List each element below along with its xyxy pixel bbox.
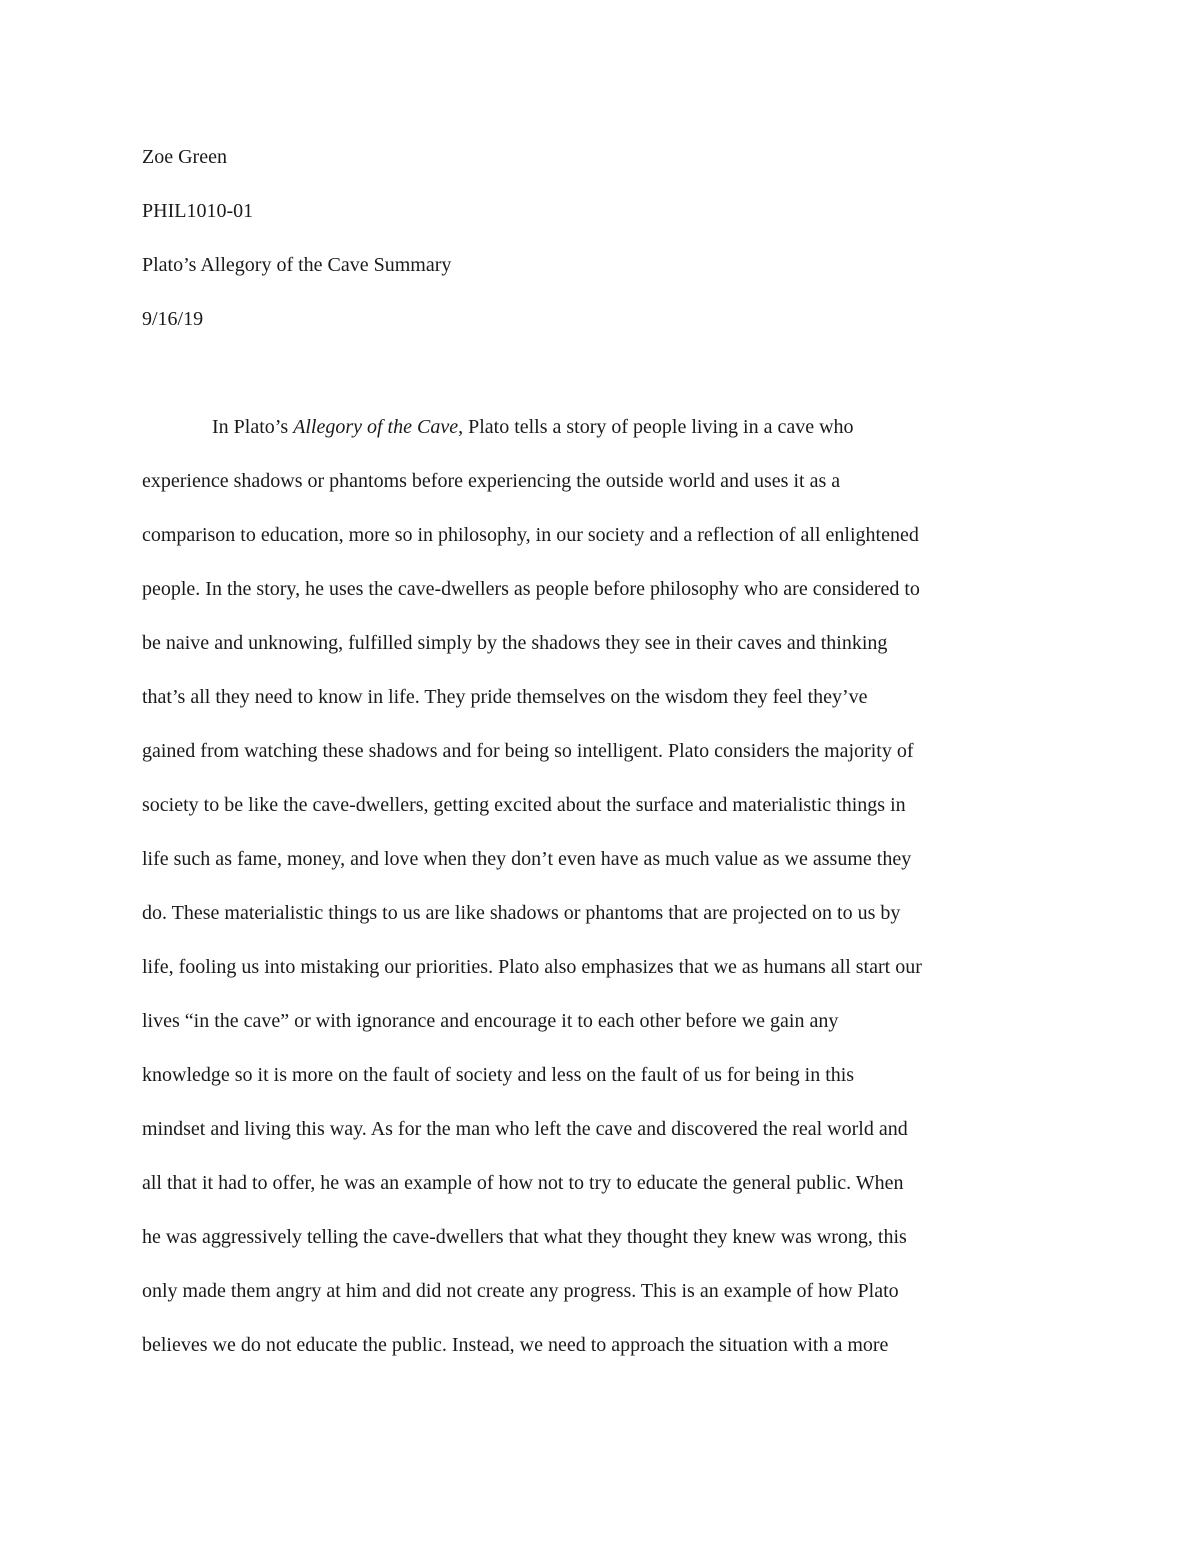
first-line-after: , Plato tells a story of people living in a cave who xyxy=(458,416,854,438)
paragraph-line: all that it had to offer, he was an example of how not to try to educate the general public. When xyxy=(142,1172,904,1194)
paragraph-line: believes we do not educate the public. Instead, we need to approach the situation with a more xyxy=(142,1334,889,1356)
paragraph-line: he was aggressively telling the cave-dwellers that what they thought they knew was wrong, this xyxy=(142,1226,907,1248)
first-line-before: In Plato’s xyxy=(212,416,294,438)
paragraph-line: do. These materialistic things to us are like shadows or phantoms that are projected on to us by xyxy=(142,902,901,924)
paragraph-line: life such as fame, money, and love when they don’t even have as much value as we assume they xyxy=(142,848,912,870)
paragraph-line: mindset and living this way. As for the man who left the cave and discovered the real world and xyxy=(142,1118,908,1140)
paragraph-line: life, fooling us into mistaking our priorities. Plato also emphasizes that we as humans all start our xyxy=(142,956,922,978)
author-name: Zoe Green xyxy=(142,146,227,168)
paragraph-line: be naive and unknowing, fulfilled simply by the shadows they see in their caves and thinking xyxy=(142,632,888,654)
course-code: PHIL1010-01 xyxy=(142,200,254,222)
work-title-italic: Allegory of the Cave xyxy=(293,416,459,438)
paragraph-line: only made them angry at him and did not create any progress. This is an example of how Plato xyxy=(142,1280,899,1302)
paragraph-line: lives “in the cave” or with ignorance and encourage it to each other before we gain any xyxy=(142,1010,839,1032)
paragraph-line: comparison to education, more so in philosophy, in our society and a reflection of all enlightened xyxy=(142,524,919,546)
document-title: Plato’s Allegory of the Cave Summary xyxy=(142,254,452,276)
paragraph-line: that’s all they need to know in life. They pride themselves on the wisdom they feel they’ve xyxy=(142,686,868,708)
paragraph-line: knowledge so it is more on the fault of society and less on the fault of us for being in this xyxy=(142,1064,855,1086)
document-date: 9/16/19 xyxy=(142,308,204,330)
paragraph-line: society to be like the cave-dwellers, getting excited about the surface and materialistic things in xyxy=(142,794,906,816)
paragraph-line: gained from watching these shadows and for being so intelligent. Plato considers the majority of xyxy=(142,740,914,762)
paragraph-line: experience shadows or phantoms before experiencing the outside world and uses it as a xyxy=(142,470,841,492)
paragraph-line: people. In the story, he uses the cave-dwellers as people before philosophy who are considered to xyxy=(142,578,920,600)
paragraph-first-line xyxy=(212,415,854,439)
